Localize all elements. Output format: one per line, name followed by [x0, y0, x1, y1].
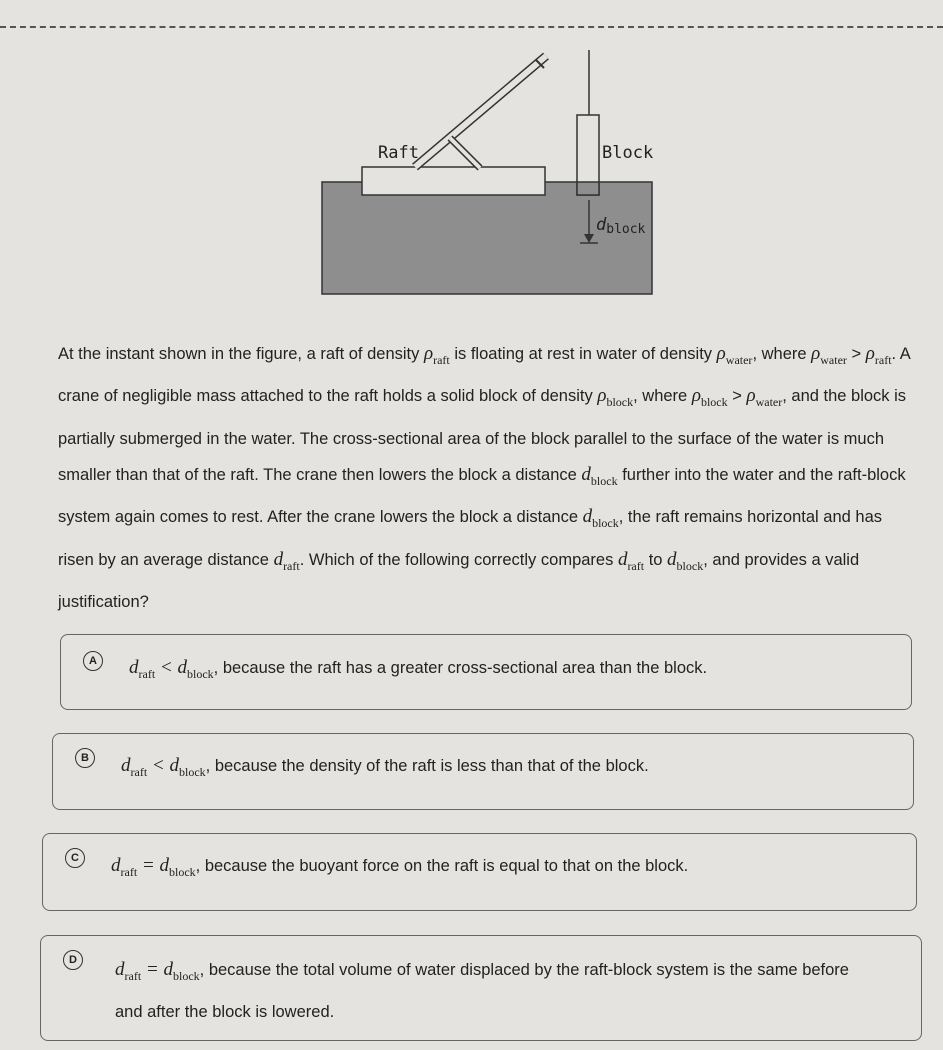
answer-option-d[interactable] [40, 935, 922, 1041]
block-label: Block [602, 143, 654, 163]
top-divider [0, 26, 943, 28]
raft-shape [362, 167, 545, 195]
option-text-b: $d_{raft} < d_{block}$, because the density of the raft is less than that of the block. [121, 755, 649, 779]
option-text-d: $d_{raft} = d_{block}$, because the total volume of water displaced by the raft-block system is the same before and after the block is lowered. [115, 959, 849, 1021]
option-letter-a: A [83, 651, 103, 671]
raft-block-figure [300, 40, 670, 300]
answer-option-a[interactable] [60, 634, 912, 710]
water-region [322, 182, 652, 294]
option-letter-c: C [65, 848, 85, 868]
raft-label: Raft [378, 143, 419, 163]
answer-option-c[interactable] [42, 833, 917, 911]
option-letter-d: D [63, 950, 83, 970]
d-block-label: dblock [596, 215, 646, 237]
option-text-c: $d_{raft} = d_{block}$, because the buoyant force on the raft is equal to that on the block. [111, 855, 689, 879]
question-text: At the instant shown in the figure, a raft of density $\rho_{raft}$ is floating at rest in water of density $\rho_{water}$, where $\rho_{water} > \rho_{raft}$. A crane of negligible mass attached to the raft holds a solid block of density $\rho_{block}$, where $\rho_{block} > \rho_{water}$, and the block is partially submerged in the water. The cross-sectional area of the block parallel to the surface of the water is much smaller than that of the raft. The crane then lowers the block a distance $d_{block}$ further into the water and the raft-block system again comes to rest. After the crane lowers the block a distance $d_{block}$, the raft remains horizontal and has risen by an average distance $d_{raft}$. Which of the following correctly compares $d_{raft}$ to $d_{block}$, and provides a valid justification? [58, 343, 910, 611]
answer-option-b[interactable] [52, 733, 914, 810]
option-text-a: $d_{raft} < d_{block}$, because the raft has a greater cross-sectional area than the block. [129, 657, 708, 681]
option-letter-b: B [75, 748, 95, 768]
